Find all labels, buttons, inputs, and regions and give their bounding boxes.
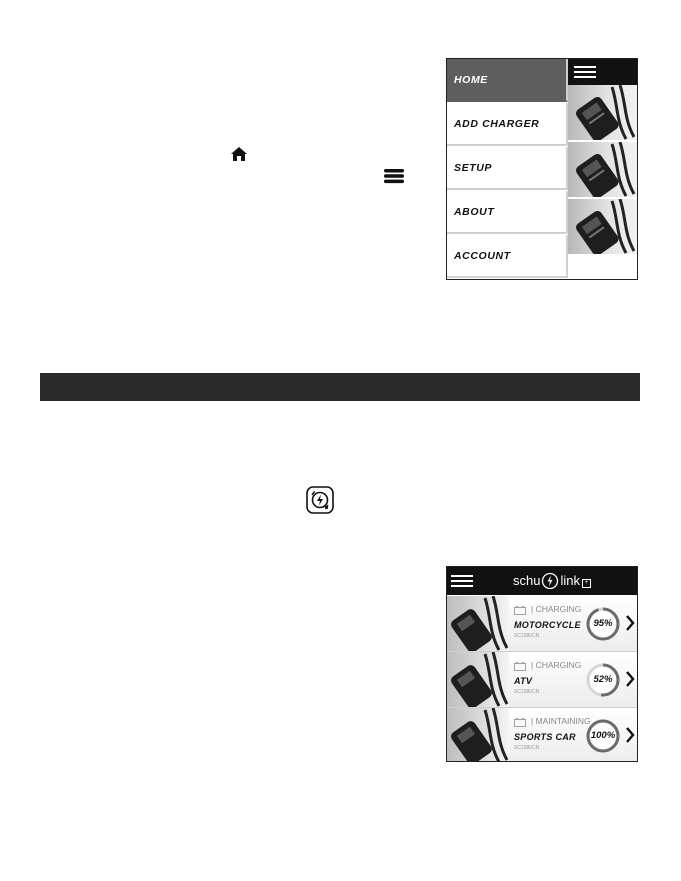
logo-text-right: link	[560, 573, 580, 588]
charger-name: ATV	[514, 676, 533, 686]
charger-name: SPORTS CAR	[514, 732, 576, 742]
navigation-menu	[447, 59, 568, 279]
charge-percent: 95%	[593, 618, 613, 629]
logo-plus-icon: +	[582, 579, 591, 588]
menu-icon[interactable]	[451, 574, 473, 588]
menu-item-about[interactable]: ABOUT	[447, 191, 568, 234]
app-logo	[513, 571, 591, 591]
chevron-right-icon	[625, 614, 635, 632]
charger-row[interactable]	[447, 652, 637, 708]
charger-status: | CHARGING	[531, 660, 582, 670]
menu-item-setup[interactable]: SETUP	[447, 147, 568, 190]
charger-row[interactable]	[447, 596, 637, 652]
app-header	[447, 567, 637, 595]
logo-text-left: schu	[513, 573, 541, 588]
menu-item-home[interactable]: HOME	[447, 59, 568, 102]
menu-icon[interactable]	[574, 65, 596, 79]
charger-photo	[447, 652, 509, 707]
charger-thumbnail	[568, 142, 638, 197]
charger-thumbnail	[568, 199, 638, 254]
charge-percent: 52%	[593, 674, 613, 685]
charger-list-screenshot	[446, 566, 638, 762]
chevron-right-icon	[625, 726, 635, 744]
cloud-connect-icon	[306, 486, 334, 514]
charger-model: SC1580CN	[514, 689, 540, 695]
charger-status: | CHARGING	[531, 604, 582, 614]
charger-thumbnail	[568, 85, 638, 140]
home-icon	[230, 146, 248, 162]
section-header-bar	[40, 373, 640, 401]
menu-screenshot	[446, 58, 638, 280]
charger-photo	[447, 708, 509, 762]
chevron-right-icon	[625, 670, 635, 688]
charger-photo	[447, 596, 509, 651]
charger-status: | MAINTAINING	[531, 716, 591, 726]
battery-icon	[514, 662, 526, 671]
logo-bolt-icon	[541, 572, 559, 590]
battery-icon	[514, 718, 526, 727]
charge-percent: 100%	[590, 730, 616, 741]
charger-model: SC1580CN	[514, 633, 540, 639]
charger-thumbnails	[568, 85, 638, 255]
charger-name: MOTORCYCLE	[514, 620, 581, 630]
charger-model: SC1580CN	[514, 745, 540, 751]
menu-item-account[interactable]: ACCOUNT	[447, 235, 568, 278]
menu-icon	[383, 168, 405, 184]
menu-top-bar	[568, 59, 638, 85]
menu-item-add-charger[interactable]: ADD CHARGER	[447, 103, 568, 146]
battery-icon	[514, 606, 526, 615]
charger-row[interactable]	[447, 708, 637, 762]
